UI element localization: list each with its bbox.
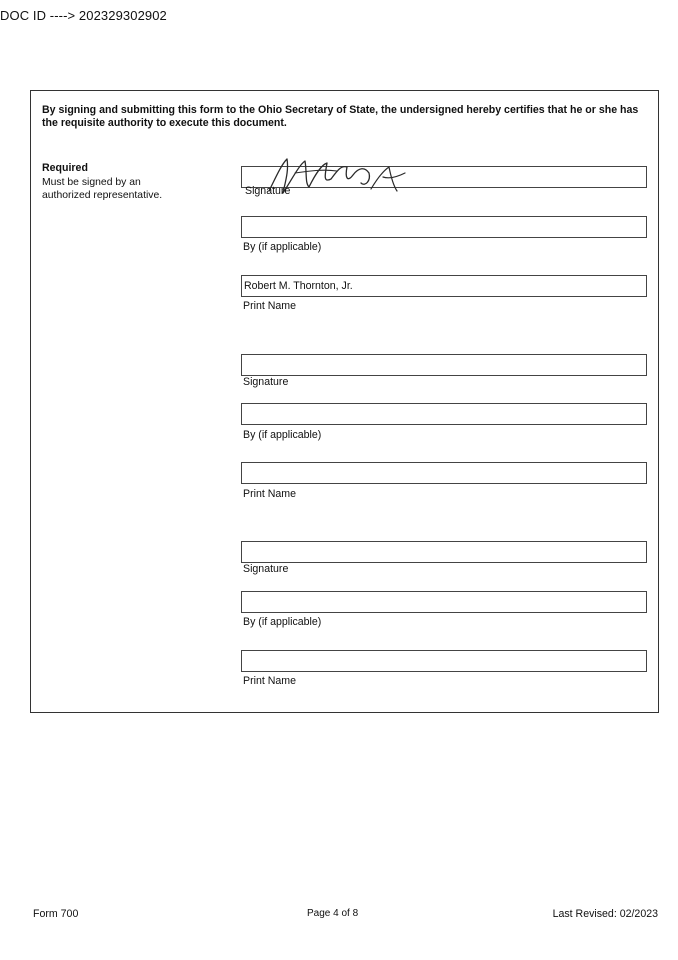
print-name-label-2: Print Name: [243, 488, 296, 500]
signature-label-3: Signature: [243, 563, 289, 575]
signature-field-3[interactable]: [241, 541, 647, 563]
signature-label-2: Signature: [243, 376, 289, 388]
by-field-3[interactable]: [241, 591, 647, 613]
form-number: Form 700: [33, 908, 79, 920]
page-number: Page 4 of 8: [307, 908, 359, 919]
print-name-label-1: Print Name: [243, 300, 296, 312]
by-field-1[interactable]: [241, 216, 647, 238]
print-name-field-3[interactable]: [241, 650, 647, 672]
by-field-2[interactable]: [241, 403, 647, 425]
print-name-field-1[interactable]: Robert M. Thornton, Jr.: [241, 275, 647, 297]
signature-label-1: Signature: [245, 185, 291, 197]
required-heading: Required: [42, 162, 88, 174]
certification-statement: By signing and submitting this form to the Ohio Secretary of State, the undersigned hereby certifies that he or she has the requisite authority to execute this document.: [42, 104, 639, 129]
signature-field-2[interactable]: [241, 354, 647, 376]
print-name-field-2[interactable]: [241, 462, 647, 484]
doc-id: DOC ID ----> 202329302902: [0, 8, 167, 23]
print-name-label-3: Print Name: [243, 675, 296, 687]
by-label-2: By (if applicable): [243, 429, 322, 441]
last-revised: Last Revised: 02/2023: [552, 908, 658, 920]
required-description: Must be signed by an authorized representative.: [42, 177, 163, 201]
by-label-1: By (if applicable): [243, 241, 322, 253]
signature-section: [30, 90, 659, 713]
by-label-3: By (if applicable): [243, 616, 322, 628]
